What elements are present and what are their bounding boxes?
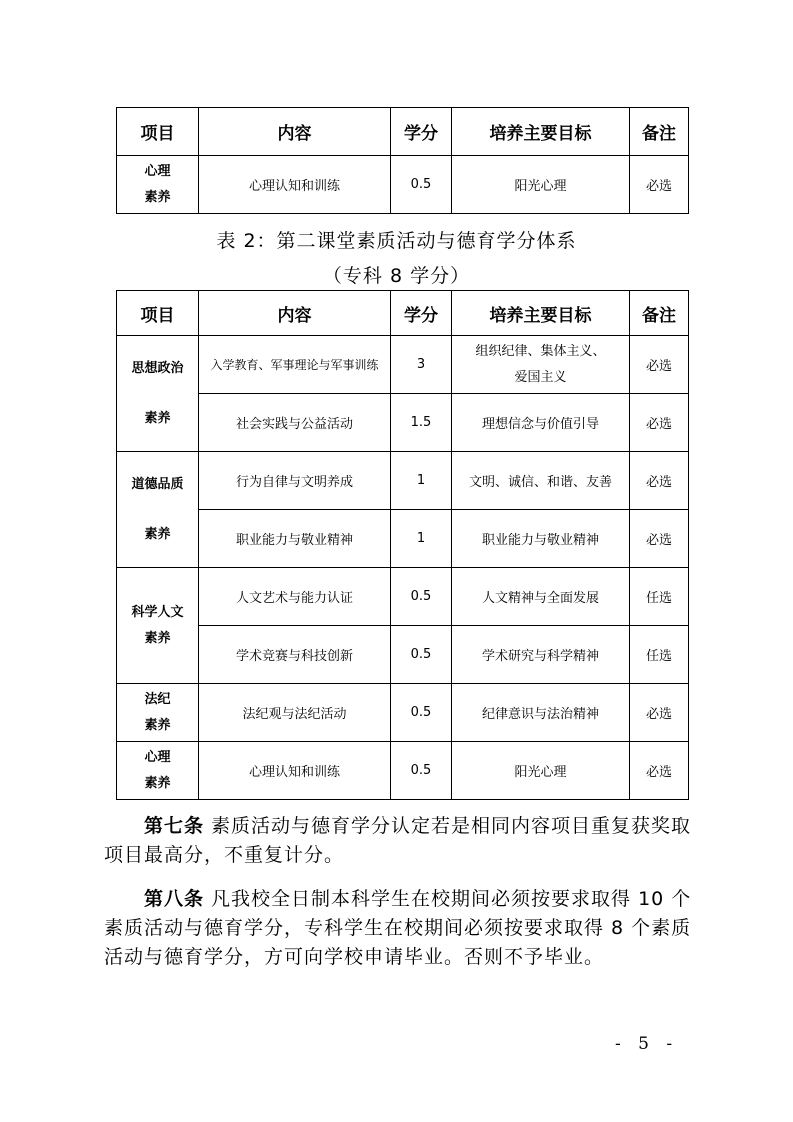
header-note: 备注 — [630, 291, 689, 336]
table-header-row — [117, 108, 689, 156]
table-header-row — [117, 291, 689, 336]
content-cell: 入学教育、军事理论与军事训练 — [199, 336, 391, 394]
goal-cell: 理想信念与价值引导 — [452, 394, 630, 452]
note-cell: 任选 — [630, 568, 689, 626]
content-cell: 行为自律与文明养成 — [199, 452, 391, 510]
category-line: 素养 — [144, 630, 171, 646]
category-cell — [117, 742, 199, 800]
article-text: 素质活动与德育学分认定若是相同内容项目重复获奖取项目最高分，不重复计分。 — [104, 815, 692, 866]
header-note: 备注 — [630, 108, 689, 156]
header-goal: 培养主要目标 — [452, 291, 630, 336]
page-number: - 5 - — [615, 1034, 679, 1054]
category-line: 素养 — [144, 189, 171, 205]
header-content: 内容 — [199, 291, 391, 336]
content-cell: 学术竞赛与科技创新 — [199, 626, 391, 684]
credit-table-vocational — [116, 290, 689, 800]
category-cell — [117, 336, 199, 452]
header-goal: 培养主要目标 — [452, 108, 630, 156]
table-row — [117, 568, 689, 626]
category-line: 心理 — [144, 749, 171, 765]
table-row — [117, 684, 689, 742]
article-label: 第七条 — [144, 815, 205, 837]
category-cell — [117, 452, 199, 568]
category-line: 素养 — [144, 410, 171, 426]
category-cell — [117, 568, 199, 684]
article-7 — [104, 812, 694, 870]
category-line: 素养 — [144, 775, 171, 791]
goal-line: 组织纪律、集体主义、 — [475, 343, 606, 359]
category-line: 心理 — [144, 163, 171, 179]
table-subcaption: （专科 8 学分） — [322, 265, 471, 287]
category-line: 思想政治 — [131, 360, 184, 376]
credit-cell: 0.5 — [391, 156, 452, 214]
credit-cell: 3 — [391, 336, 452, 394]
content-cell: 职业能力与敬业精神 — [199, 510, 391, 568]
goal-line: 爱国主义 — [514, 369, 567, 385]
table-row — [117, 452, 689, 510]
article-text: 凡我校全日制本科学生在校期间必须按要求取得 10 个素质活动与德育学分，专科学生在校期间必须按要求取得 8 个素质活动与德育学分，方可向学校申请毕业。否则不予毕业。 — [104, 888, 692, 968]
content-cell: 法纪观与法纪活动 — [199, 684, 391, 742]
note-cell: 必选 — [630, 156, 689, 214]
note-cell: 任选 — [630, 626, 689, 684]
table-caption: 表 2：第二课堂素质活动与德育学分体系 — [216, 230, 577, 252]
credit-cell: 0.5 — [391, 568, 452, 626]
table-row — [117, 626, 689, 684]
header-credit: 学分 — [391, 291, 452, 336]
header-item: 项目 — [117, 108, 199, 156]
note-cell: 必选 — [630, 510, 689, 568]
credit-cell: 1 — [391, 510, 452, 568]
article-8 — [104, 885, 694, 972]
credit-table-continued — [116, 107, 689, 214]
goal-cell: 阳光心理 — [452, 742, 630, 800]
category-cell — [117, 684, 199, 742]
header-credit: 学分 — [391, 108, 452, 156]
goal-cell: 纪律意识与法治精神 — [452, 684, 630, 742]
article-label: 第八条 — [144, 888, 205, 910]
table-row — [117, 156, 689, 214]
note-cell: 必选 — [630, 394, 689, 452]
content-cell: 社会实践与公益活动 — [199, 394, 391, 452]
table-row — [117, 336, 689, 394]
goal-cell: 学术研究与科学精神 — [452, 626, 630, 684]
category-line: 素养 — [144, 717, 171, 733]
credit-cell: 1.5 — [391, 394, 452, 452]
content-cell: 心理认知和训练 — [199, 156, 391, 214]
note-cell: 必选 — [630, 684, 689, 742]
note-cell: 必选 — [630, 336, 689, 394]
goal-cell: 职业能力与敬业精神 — [452, 510, 630, 568]
goal-cell: 文明、诚信、和谐、友善 — [452, 452, 630, 510]
table-row — [117, 510, 689, 568]
credit-cell: 0.5 — [391, 684, 452, 742]
goal-cell: 阳光心理 — [452, 156, 630, 214]
note-cell: 必选 — [630, 452, 689, 510]
table-row — [117, 394, 689, 452]
category-line: 科学人文 — [131, 604, 184, 620]
goal-cell: 人文精神与全面发展 — [452, 568, 630, 626]
category-cell — [117, 156, 199, 214]
category-line: 素养 — [144, 526, 171, 542]
credit-cell: 0.5 — [391, 626, 452, 684]
credit-cell: 1 — [391, 452, 452, 510]
goal-cell — [452, 336, 630, 394]
content-cell: 心理认知和训练 — [199, 742, 391, 800]
credit-cell: 0.5 — [391, 742, 452, 800]
header-content: 内容 — [199, 108, 391, 156]
note-cell: 必选 — [630, 742, 689, 800]
content-cell: 人文艺术与能力认证 — [199, 568, 391, 626]
header-item: 项目 — [117, 291, 199, 336]
category-line: 法纪 — [144, 691, 171, 707]
category-line: 道德品质 — [131, 476, 184, 492]
table-row — [117, 742, 689, 800]
